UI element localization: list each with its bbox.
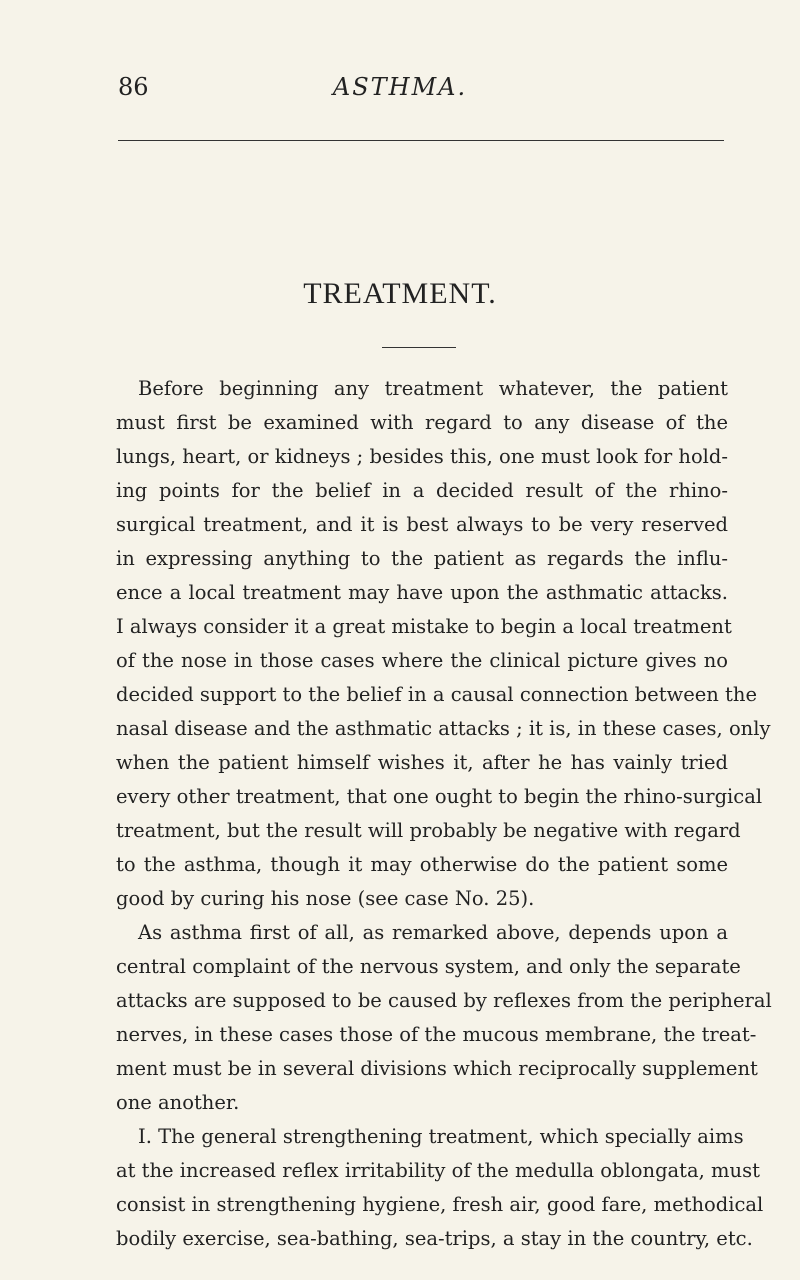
- text-line: to the asthma, though it may otherwise do the patient some: [116, 853, 728, 876]
- body-text: [116, 372, 772, 1256]
- text-line: one another.: [116, 1091, 240, 1114]
- text-line: I. The general strengthening treatment, which specially aims: [138, 1125, 744, 1148]
- text-line: consist in strengthening hygiene, fresh air, good fare, methodical: [116, 1193, 764, 1216]
- text-line: decided support to the belief in a causal connection between the: [116, 683, 757, 706]
- text-line: at the increased reflex irritability of the medulla oblongata, must: [116, 1159, 760, 1182]
- text-line: every other treatment, that one ought to begin the rhino-surgical: [116, 785, 763, 808]
- text-line: treatment, but the result will probably be negative with regard: [116, 819, 741, 842]
- text-line: surgical treatment, and it is best always to be very reserved: [116, 513, 728, 536]
- text-line: lungs, heart, or kidneys ; besides this, one must look for hold-: [116, 445, 728, 468]
- page-number: 86: [118, 73, 149, 101]
- text-line: in expressing anything to the patient as regards the influ-: [116, 547, 728, 570]
- section-title: TREATMENT.: [303, 277, 497, 310]
- text-line: Before beginning any treatment whatever, the patient: [138, 377, 728, 400]
- text-line: ment must be in several divisions which reciprocally supplement: [116, 1057, 758, 1080]
- text-line: central complaint of the nervous system, and only the separate: [116, 955, 741, 978]
- text-line: As asthma first of all, as remarked above, depends upon a: [138, 921, 728, 944]
- title-rule: [382, 347, 456, 348]
- text-line: of the nose in those cases where the clinical picture gives no: [116, 649, 728, 672]
- text-line: attacks are supposed to be caused by reflexes from the peripheral: [116, 989, 772, 1012]
- text-line: ence a local treatment may have upon the asthmatic attacks.: [116, 581, 728, 604]
- text-line: nerves, in these cases those of the mucous membrane, the treat-: [116, 1023, 757, 1046]
- text-line: I always consider it a great mistake to begin a local treatment: [116, 615, 732, 638]
- header-rule: [118, 140, 724, 141]
- text-line: nasal disease and the asthmatic attacks ; it is, in these cases, only: [116, 717, 771, 740]
- running-head: ASTHMA.: [332, 73, 468, 101]
- text-line: must first be examined with regard to any disease of the: [116, 411, 728, 434]
- text-line: ing points for the belief in a decided result of the rhino-: [116, 479, 728, 502]
- text-line: good by curing his nose (see case No. 25).: [116, 887, 535, 910]
- text-line: when the patient himself wishes it, after he has vainly tried: [116, 751, 728, 774]
- text-line: bodily exercise, sea-bathing, sea-trips, a stay in the country, etc.: [116, 1227, 753, 1250]
